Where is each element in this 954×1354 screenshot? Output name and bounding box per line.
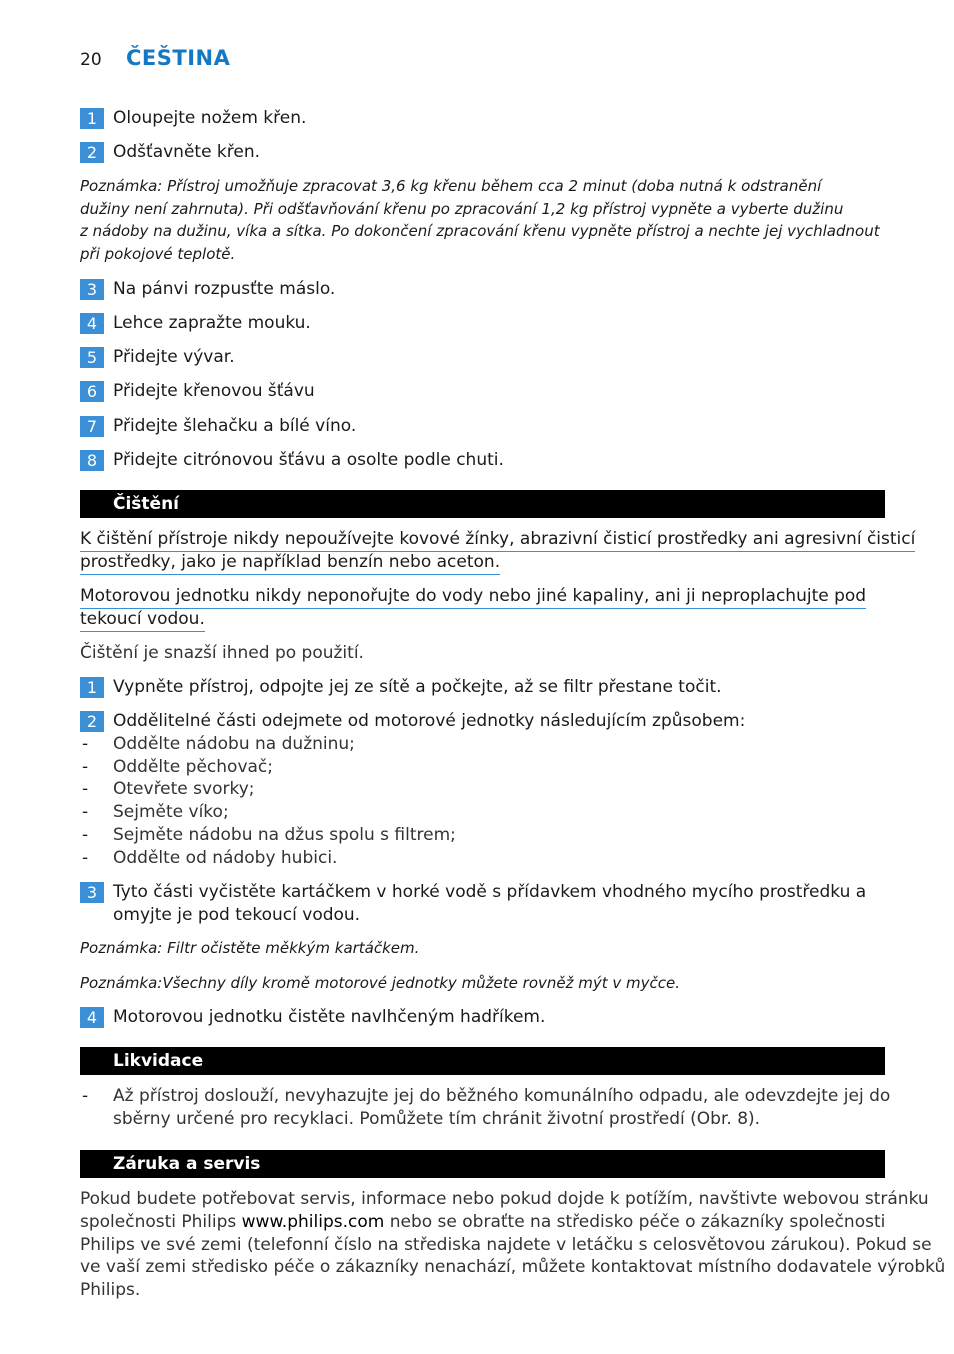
list-dash: -: [82, 734, 89, 754]
step-text: Tyto části vyčistěte kartáčkem v horké vodě s přídavkem vhodného mycího prostředku a: [113, 882, 867, 902]
warning-text: tekoucí vodou.: [80, 608, 205, 632]
step-text: Motorovou jednotku čistěte navlhčeným hadříkem.: [113, 1007, 546, 1027]
list-item: Oddělte pěchovač;: [113, 757, 273, 777]
step-text: Přidejte citrónovou šťávu a osolte podle chuti.: [113, 450, 504, 470]
step-text: Přidejte vývar.: [113, 347, 235, 367]
step-number: 4: [80, 1007, 104, 1028]
section-heading-disposal: [80, 1047, 885, 1075]
list-item: Oddělte od nádoby hubici.: [113, 848, 338, 868]
list-dash: -: [82, 825, 89, 845]
step-number: 2: [80, 711, 104, 732]
section-heading-cleaning: [80, 490, 885, 518]
note-line: Poznámka: Přístroj umožňuje zpracovat 3,6 kg křenu během cca 2 minut (doba nutná k odstranění: [80, 177, 822, 195]
disposal-text: sběrny určené pro recyklaci. Pomůžete tím chránit životní prostředí (Obr. 8).: [113, 1109, 761, 1129]
list-item: Sejměte nádobu na džus spolu s filtrem;: [113, 825, 456, 845]
step-text: Přidejte křenovou šťávu: [113, 381, 315, 401]
step-text: Lehce zapražte mouku.: [113, 313, 311, 333]
step-number: 8: [80, 450, 104, 471]
step-text: Vypněte přístroj, odpojte jej ze sítě a počkejte, až se filtr přestane točit.: [113, 677, 722, 697]
warning-text: K čištění přístroje nikdy nepoužívejte kovové žínky, abrazivní čisticí prostředky ani agresivní čisticí: [80, 528, 915, 552]
list-item: Oddělte nádobu na dužninu;: [113, 734, 355, 754]
step-text: Odšťavněte křen.: [113, 142, 261, 162]
list-item: Sejměte víko;: [113, 802, 229, 822]
warranty-text-part: společnosti Philips: [80, 1212, 242, 1232]
warranty-text: ve vaší zemi středisko péče o zákazníky nenachází, můžete kontaktovat místního dodavatele výrobků: [80, 1257, 946, 1277]
warning-text: Motorovou jednotku nikdy neponořujte do vody nebo jiné kapaliny, ani ji neproplachujte pod: [80, 585, 866, 609]
list-dash: -: [82, 779, 89, 799]
section-heading-text: Záruka a servis: [113, 1154, 261, 1174]
warranty-text: Philips ve své zemi (telefonní číslo na střediska najdete v letáčku s celosvětovou zárukou). Pokud se: [80, 1235, 932, 1255]
step-number: 6: [80, 381, 104, 402]
website-link[interactable]: www.philips.com: [241, 1212, 385, 1232]
note-line: z nádoby na dužinu, víka a sítka. Po dokončení zpracování křenu vypněte přístroj a nechte jej vychladnout: [80, 222, 880, 240]
list-dash: -: [82, 848, 89, 868]
step-number: 1: [80, 108, 104, 129]
step-number: 5: [80, 347, 104, 368]
step-number: 3: [80, 279, 104, 300]
intro-text: Čištění je snazší ihned po použití.: [80, 643, 364, 663]
step-text: omyjte je pod tekoucí vodou.: [113, 905, 361, 925]
step-number: 3: [80, 882, 104, 903]
list-dash: -: [82, 1086, 89, 1106]
page-number: 20: [80, 50, 102, 70]
section-heading-text: Likvidace: [113, 1051, 204, 1071]
step-text: Na pánvi rozpusťte máslo.: [113, 279, 336, 299]
list-dash: -: [82, 802, 89, 822]
list-dash: -: [82, 757, 89, 777]
step-number: 7: [80, 416, 104, 437]
step-text: Přidejte šlehačku a bílé víno.: [113, 416, 357, 436]
step-number: 1: [80, 677, 104, 698]
warranty-text: Pokud budete potřebovat servis, informace nebo pokud dojde k potížím, navštivte webovou stránku: [80, 1189, 929, 1209]
note-line: dužiny není zahrnuta). Při odšťavňování křenu po zpracování 1,2 kg přístroj vypněte a vyberte dužinu: [80, 200, 844, 218]
warranty-text: Philips.: [80, 1280, 141, 1300]
section-heading-text: Čištění: [113, 494, 180, 514]
step-text: Oloupejte nožem křen.: [113, 108, 307, 128]
step-number: 2: [80, 142, 104, 163]
note-line: Poznámka: Filtr očistěte měkkým kartáčkem.: [80, 939, 420, 957]
note-line: při pokojové teplotě.: [80, 245, 236, 263]
warranty-text-part: nebo se obraťte na středisko péče o zákazníky společnosti: [384, 1212, 886, 1232]
step-number: 4: [80, 313, 104, 334]
warning-text: prostředky, jako je například benzín nebo aceton.: [80, 551, 500, 575]
warranty-text: [80, 1211, 885, 1234]
step-text: Oddělitelné části odejmete od motorové jednotky následujícím způsobem:: [113, 711, 746, 731]
section-heading-warranty: [80, 1150, 885, 1178]
note-line: Poznámka:Všechny díly kromě motorové jednotky můžete rovněž mýt v myčce.: [80, 974, 681, 992]
list-item: Otevřete svorky;: [113, 779, 255, 799]
disposal-text: Až přístroj doslouží, nevyhazujte jej do běžného komunálního odpadu, ale odevzdejte jej do: [113, 1086, 891, 1106]
language-title: ČEŠTINA: [126, 46, 231, 70]
